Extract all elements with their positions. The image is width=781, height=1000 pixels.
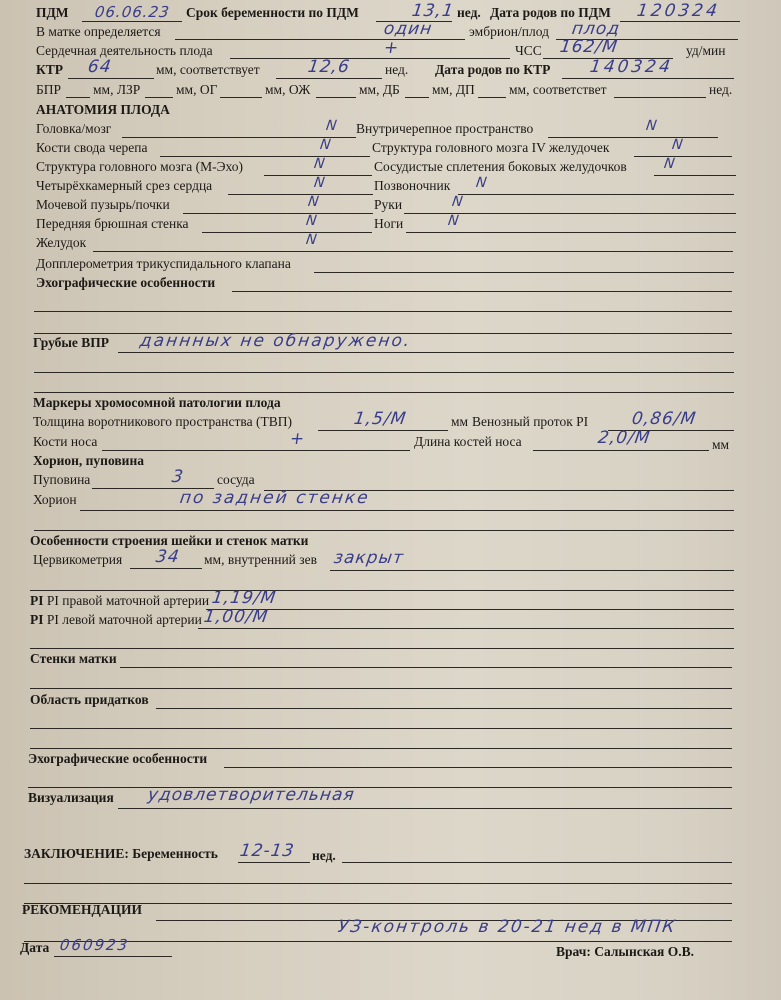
anatomy-bladder-line: [183, 213, 373, 214]
anatomy-spine-value[interactable]: N: [474, 175, 488, 191]
malformations-extra-line-2: [34, 392, 734, 393]
hr-unit: уд/мин: [686, 43, 726, 58]
anatomy-wall-line: [202, 232, 372, 233]
term-value[interactable]: 13,1: [410, 1, 456, 21]
recommendations-extra-line: [24, 941, 732, 942]
conclusion-label: ЗАКЛЮЧЕНИЕ: Беременность: [24, 846, 218, 861]
ktr-line: [68, 78, 154, 79]
hr-label: ЧСС: [515, 43, 542, 58]
cervix-title: Особенности строения шейки и стенок матки: [30, 533, 309, 548]
malformations-extra-line-1: [34, 372, 734, 373]
due-pdm-line: [620, 21, 740, 22]
ktr-value[interactable]: 64: [86, 57, 114, 77]
heart-line: [230, 58, 510, 59]
walls-extra-line: [30, 688, 732, 689]
anatomy-wall-label: Передняя брюшная стенка: [36, 216, 189, 231]
chorion-extra-line: [34, 530, 734, 531]
anatomy-title: АНАТОМИЯ ПЛОДА: [36, 102, 170, 117]
pi-left-value[interactable]: 1,00/M: [202, 607, 270, 627]
nasal-len-label: Длина костей носа: [414, 434, 522, 449]
anatomy-intracranial-value[interactable]: N: [644, 118, 658, 134]
date-value[interactable]: 060923: [58, 936, 131, 954]
ktr-weeks-value[interactable]: 12,6: [306, 57, 352, 77]
db-label: мм, ДБ: [359, 82, 400, 97]
nasal-value[interactable]: +: [288, 429, 307, 449]
lzr-line: [145, 97, 173, 98]
doppler-line: [314, 272, 734, 273]
pi-right-line: [206, 609, 734, 610]
nasal-len-line: [533, 450, 709, 451]
pi-right-label: PI PI правой маточной артерии: [30, 593, 210, 608]
cervix-extra-line: [30, 590, 734, 591]
due-pdm-value[interactable]: 120324: [635, 1, 722, 21]
dp-line: [478, 97, 506, 98]
term-unit: нед.: [457, 5, 481, 20]
conclusion-value[interactable]: 12-13: [238, 841, 296, 861]
term-label: Срок беременности по ПДМ: [186, 5, 359, 20]
anatomy-plexus-label: Сосудистые сплетения боковых желудочков: [374, 159, 627, 174]
anatomy-legs-line: [406, 232, 736, 233]
walls-line: [120, 667, 732, 668]
chorion-title: Хорион, пуповина: [33, 453, 144, 468]
echo2-line: [224, 767, 732, 768]
pdm-value[interactable]: 06.06.23: [93, 3, 172, 21]
corresp-line: [614, 97, 706, 98]
visualization-value[interactable]: удовлетворительная: [146, 785, 357, 805]
date-label: Дата: [20, 940, 50, 955]
hr-value[interactable]: 162/M: [558, 37, 620, 57]
ozh-label: мм, ОЖ: [265, 82, 311, 97]
os-line: [330, 570, 734, 571]
cord-label: Пуповина: [33, 472, 91, 487]
anatomy-stomach-line: [93, 251, 733, 252]
os-value[interactable]: закрыт: [332, 548, 406, 568]
anatomy-stomach-value[interactable]: N: [304, 232, 318, 248]
echo2-label: Эхографические особенности: [28, 751, 208, 766]
anatomy-arms-value[interactable]: N: [450, 194, 464, 210]
due-pdm-label: Дата родов по ПДМ: [490, 5, 611, 20]
anatomy-wall-value[interactable]: N: [304, 213, 318, 229]
doppler-label: Допплерометрия трикуспидального клапана: [36, 256, 291, 271]
tvp-label: Толщина воротникового пространства (ТВП): [33, 414, 292, 429]
malformations-label: Грубые ВПР: [33, 335, 110, 350]
anatomy-spine-line: [458, 194, 734, 195]
nasal-label: Кости носа: [33, 434, 98, 449]
pdm-label: ПДМ: [36, 5, 69, 20]
tvp-value[interactable]: 1,5/M: [352, 409, 408, 429]
og-label: мм, ОГ: [176, 82, 218, 97]
anatomy-arms-label: Руки: [374, 197, 403, 212]
anatomy-heart-value[interactable]: N: [312, 175, 326, 191]
pi-right-value[interactable]: 1,19/M: [210, 588, 278, 608]
ozh-line: [316, 97, 356, 98]
recommendations-label: РЕКОМЕНДАЦИИ: [22, 902, 142, 917]
anatomy-bladder-label: Мочевой пузырь/почки: [36, 197, 170, 212]
anatomy-skull-value[interactable]: N: [318, 137, 332, 153]
chorion-line: [80, 510, 734, 511]
cervicometry-line: [130, 568, 202, 569]
db-line: [405, 97, 429, 98]
anatomy-bladder-value[interactable]: N: [306, 194, 320, 210]
cervicometry-label: Цервикометрия: [33, 552, 123, 567]
anatomy-skull-label: Кости свода черепа: [36, 140, 148, 155]
pi-left-label-text: PI левой маточной артерии: [46, 612, 202, 627]
adnexa-extra-line-2: [30, 748, 732, 749]
embryo-label: эмбрион/плод: [469, 24, 549, 39]
uterus-label: В матке определяется: [36, 24, 161, 39]
pi-left-line: [198, 628, 734, 629]
cervicometry-value[interactable]: 34: [154, 547, 182, 567]
pdm-line: [82, 21, 182, 22]
anatomy-head-value[interactable]: N: [324, 118, 338, 134]
conclusion-extra-line-1: [24, 883, 732, 884]
anatomy-stomach-label: Желудок: [36, 235, 87, 250]
anatomy-skull-line: [160, 156, 370, 157]
anatomy-legs-label: Ноги: [374, 216, 404, 231]
ktr-label: КТР: [36, 62, 64, 77]
echo-features-line: [232, 291, 732, 292]
corresp-unit: нед.: [709, 82, 733, 97]
due-ktr-label: Дата родов по КТР: [435, 62, 551, 77]
anatomy-mecho-label: Структура головного мозга (М-Эхо): [36, 159, 244, 174]
echo-extra-line-1: [34, 311, 732, 312]
uterus-value[interactable]: один: [382, 19, 434, 39]
visualization-label: Визуализация: [28, 790, 114, 805]
embryo-value[interactable]: плод: [570, 19, 622, 39]
anatomy-heart-label: Четырёхкамерный срез сердца: [36, 178, 213, 193]
bpr-label: БПР: [36, 82, 62, 97]
nasal-len-value[interactable]: 2,0/M: [596, 428, 652, 448]
anatomy-intracranial-line: [548, 137, 718, 138]
anatomy-legs-value[interactable]: N: [446, 213, 460, 229]
dp-label: мм, ДП: [432, 82, 475, 97]
echo2-extra-line: [28, 787, 732, 788]
heart-label: Сердечная деятельность плода: [36, 43, 213, 58]
adnexa-label: Область придатков: [30, 692, 149, 707]
ktr-weeks-unit: нед.: [385, 62, 409, 77]
adnexa-extra-line-1: [30, 728, 732, 729]
conclusion-rest-line: [342, 862, 732, 863]
venous-value[interactable]: 0,86/M: [630, 409, 698, 429]
date-line: [54, 956, 172, 957]
anatomy-ventricle4-value[interactable]: N: [670, 137, 684, 153]
markers-title: Маркеры хромосомной патологии плода: [33, 395, 281, 410]
pi-right-label-text: PI правой маточной артерии: [46, 593, 210, 608]
tvp-line: [318, 430, 448, 431]
heart-value[interactable]: +: [382, 38, 401, 58]
pi-extra-line: [30, 648, 734, 649]
pi-left-label: PI PI левой маточной артерии: [30, 612, 202, 627]
doctor-name: Врач: Салынская О.В.: [556, 944, 694, 959]
bpr-line: [66, 97, 90, 98]
conclusion-unit: нед.: [312, 848, 336, 863]
anatomy-head-label: Головка/мозг: [36, 121, 112, 136]
og-line: [220, 97, 262, 98]
anatomy-spine-label: Позвоночник: [374, 178, 451, 193]
lzr-label: мм, ЛЗР: [93, 82, 141, 97]
ktr-weeks-line: [276, 78, 382, 79]
malformations-line: [118, 352, 734, 353]
due-ktr-value[interactable]: 140324: [588, 57, 675, 77]
anatomy-mecho-value[interactable]: N: [312, 156, 326, 172]
os-label: мм, внутренний зев: [204, 552, 317, 567]
adnexa-line: [156, 708, 732, 709]
anatomy-ventricle4-label: Структура головного мозга IV желудочек: [372, 140, 610, 155]
nasal-line: [102, 450, 410, 451]
anatomy-plexus-value[interactable]: N: [662, 156, 676, 172]
ktr-unit: мм, соответствует: [156, 62, 260, 77]
anatomy-ventricle4-line: [634, 156, 732, 157]
chorion-label: Хорион: [33, 492, 77, 507]
uterus-line: [175, 39, 465, 40]
chorion-value[interactable]: по задней стенке: [178, 488, 372, 508]
anatomy-plexus-line: [654, 175, 736, 176]
anatomy-intracranial-label: Внутричерепное пространство: [356, 121, 534, 136]
visualization-line: [118, 808, 732, 809]
cord-value[interactable]: 3: [170, 467, 186, 487]
walls-label: Стенки матки: [30, 651, 117, 666]
conclusion-line: [238, 862, 310, 863]
venous-label: Венозный проток PI: [472, 414, 589, 429]
corresp-label: мм, соответствет: [509, 82, 607, 97]
recommendations-value[interactable]: УЗ-контроль в 20-21 нед в МПК: [336, 917, 678, 937]
due-ktr-line: [562, 78, 734, 79]
echo-features-label: Эхографические особенности: [36, 275, 216, 290]
cord-unit: сосуда: [217, 472, 255, 487]
tvp-unit: мм: [451, 414, 469, 429]
malformations-value[interactable]: даннных не обнаружено.: [138, 331, 413, 351]
nasal-len-unit: мм: [712, 437, 730, 452]
anatomy-heart-line: [228, 194, 373, 195]
